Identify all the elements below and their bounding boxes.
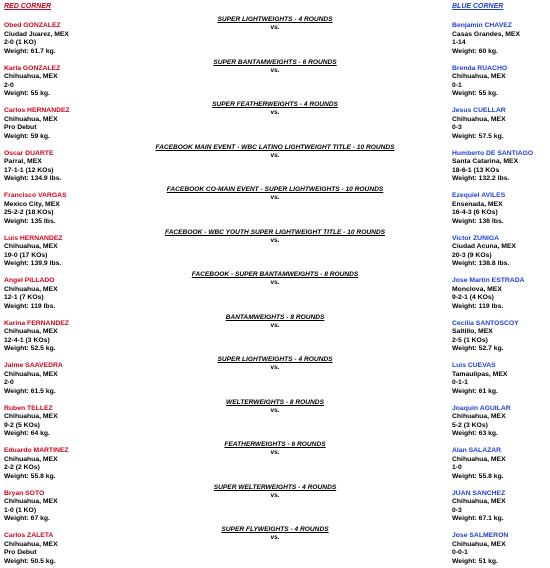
bout-info xyxy=(135,399,415,414)
red-fighter-name: Luis HERNANDEZ xyxy=(4,234,63,242)
red-fighter-detail: Chihuahua, MEX xyxy=(4,243,58,251)
blue-fighter-detail: Weight: 52.7 kg. xyxy=(452,345,504,353)
blue-fighter-name: Benjamin CHAVEZ xyxy=(452,22,512,29)
blue-fighter-detail: 0-1 xyxy=(452,81,462,89)
blue-fighter-name: Luis CUEVAS xyxy=(452,362,496,369)
blue-fighter xyxy=(452,490,548,524)
bout-row xyxy=(0,144,550,186)
bout-info xyxy=(135,59,415,74)
blue-fighter-detail: 5-2 (3 KOs) xyxy=(452,421,488,429)
red-fighter-name: Carlos ZALETA xyxy=(4,532,54,539)
blue-fighter-name: Humberto DE SANTIAGO xyxy=(452,149,534,157)
red-fighter-name: Francisco VARGAS xyxy=(4,192,67,199)
red-fighter-detail: 25-2-2 (18 KOs) xyxy=(4,209,54,217)
blue-fighter xyxy=(452,65,548,99)
red-fighter xyxy=(4,362,154,396)
division-title: BANTAMWEIGHTS - 8 ROUNDS xyxy=(225,313,325,321)
blue-fighter-detail: 0-0-1 xyxy=(452,549,468,557)
blue-fighter xyxy=(452,447,548,481)
bout-info xyxy=(135,484,415,499)
red-fighter-detail: 2-0 xyxy=(4,379,14,387)
red-fighter-detail: Chihuahua, MEX xyxy=(4,455,58,463)
red-fighter-detail: 12-1 (7 KOs) xyxy=(4,294,44,302)
vs-label: vs. xyxy=(270,491,280,499)
blue-fighter-detail: Saltillo, MEX xyxy=(452,328,493,336)
blue-fighter-detail: Tamaulipas, MEX xyxy=(452,370,508,378)
blue-fighter-detail: 16-4-3 (6 KOs) xyxy=(452,209,498,217)
red-fighter xyxy=(4,192,154,226)
red-fighter-detail: Mexico City, MEX xyxy=(4,200,60,208)
red-fighter-name: Ruben TELLEZ xyxy=(4,404,53,412)
bout-info xyxy=(135,441,415,456)
bout-info xyxy=(135,271,415,286)
red-fighter-detail: Chihuahua, MEX xyxy=(4,540,58,548)
blue-fighter xyxy=(452,192,548,226)
division-title: SUPER LIGHTWEIGHTS - 4 ROUNDS xyxy=(217,356,333,363)
blue-fighter-name: Victor ZUNIGA xyxy=(452,234,500,242)
red-fighter-detail: Weight: 139.9 lbs. xyxy=(4,260,62,268)
blue-fighter xyxy=(452,150,548,184)
red-fighter-detail: Chihuahua, MEX xyxy=(4,115,58,123)
blue-fighter-detail: Casas Grandes, MEX xyxy=(452,30,520,38)
blue-fighter xyxy=(452,277,548,311)
blue-fighter xyxy=(452,107,548,141)
blue-fighter-detail: Chihuahua, MEX xyxy=(452,413,506,421)
blue-fighter-detail: 1-0 xyxy=(452,464,462,472)
blue-fighter-name: Brenda RUACHO xyxy=(452,64,508,72)
bout-info xyxy=(135,101,415,116)
bout-info xyxy=(135,186,415,201)
blue-fighter-detail: Weight: 60 kg. xyxy=(452,47,498,55)
blue-fighter-detail: Weight: 138.8 lbs. xyxy=(452,260,510,268)
bout-row xyxy=(0,526,550,568)
blue-fighter xyxy=(452,405,548,439)
bout-row xyxy=(0,59,550,101)
blue-fighter-detail: Santa Catarina, MEX xyxy=(452,158,519,166)
blue-fighter-detail: 9-2-1 (4 KOs) xyxy=(452,294,494,302)
red-fighter-detail: 9-2 (5 KOs) xyxy=(4,421,40,429)
division-title: WELTERWEIGHTS - 8 ROUNDS xyxy=(226,398,324,406)
bout-row xyxy=(0,441,550,483)
blue-fighter-name: Alan SALAZAR xyxy=(452,447,502,454)
red-fighter-detail: Weight: 134.9 lbs. xyxy=(4,175,62,183)
blue-fighter xyxy=(452,235,548,269)
blue-fighter-detail: 2-5 (1 KOs) xyxy=(452,336,488,344)
division-title: SUPER BANTAMWEIGHTS - 6 ROUNDS xyxy=(213,58,337,66)
bout-row xyxy=(0,101,550,143)
bout-info xyxy=(135,526,415,541)
bout-info xyxy=(135,16,415,31)
red-fighter-detail: 19-0 (17 KOs) xyxy=(4,251,48,259)
vs-label: vs. xyxy=(270,109,280,116)
red-fighter-detail: Weight: 61.7 kg. xyxy=(4,47,56,55)
bout-info xyxy=(135,229,415,244)
bout-row xyxy=(0,399,550,441)
blue-fighter-name: JUAN SANCHEZ xyxy=(452,489,506,497)
red-fighter-detail: Chihuahua, MEX xyxy=(4,328,58,336)
blue-fighter-detail: 20-3 (9 KOs) xyxy=(452,251,492,259)
bout-info xyxy=(135,144,415,159)
blue-fighter-detail: 18-6-1 (13 KOs xyxy=(452,166,500,174)
division-title: SUPER FEATHERWEIGHTS - 4 ROUNDS xyxy=(212,101,338,108)
red-fighter-name: Jaime SAAVEDRA xyxy=(4,362,63,369)
blue-fighter-detail: Chihuahua, MEX xyxy=(452,540,506,548)
blue-fighter-detail: Chihuahua, MEX xyxy=(452,73,506,81)
red-fighter-name: Eduardo MARTINEZ xyxy=(4,447,69,454)
red-fighter-detail: 1-0 (1 KO) xyxy=(4,506,37,514)
blue-fighter-name: Ezequiel AVILES xyxy=(452,192,506,199)
red-fighter-detail: Chihuahua, MEX xyxy=(4,285,58,293)
red-fighter xyxy=(4,405,154,439)
blue-fighter-name: Jose Martin ESTRADA xyxy=(452,277,525,284)
red-fighter xyxy=(4,150,154,184)
blue-fighter-name: Jose SALMERON xyxy=(452,532,509,539)
red-fighter-detail: Chihuahua, MEX xyxy=(4,413,58,421)
blue-fighter-detail: Weight: 61 kg. xyxy=(452,387,498,395)
blue-fighter-detail: 0-1-1 xyxy=(452,379,468,387)
vs-label: vs. xyxy=(270,406,280,414)
red-fighter-name: Oscar DUARTE xyxy=(4,149,54,157)
blue-fighter-detail: Weight: 136 lbs. xyxy=(452,217,504,225)
division-title: FEATHERWEIGHTS - 6 ROUNDS xyxy=(224,441,326,448)
division-title: SUPER FLYWEIGHTS - 4 ROUNDS xyxy=(221,526,329,533)
vs-label: vs. xyxy=(270,364,280,371)
division-title: FACEBOOK CO-MAIN EVENT - SUPER LIGHTWEIGHTS - 10 ROUNDS xyxy=(166,186,384,193)
blue-fighter xyxy=(452,320,548,354)
red-fighter-detail: Weight: 64 kg. xyxy=(4,430,50,438)
bout-row xyxy=(0,16,550,58)
bout-row xyxy=(0,356,550,398)
blue-fighter-detail: 1-14 xyxy=(452,39,466,47)
division-title: FACEBOOK MAIN EVENT - WBC LATINO LIGHTWEIGHT TITLE - 10 ROUNDS xyxy=(155,143,395,151)
red-fighter-detail: Weight: 61.5 kg. xyxy=(4,387,56,395)
red-fighter-detail: Weight: 55 kg. xyxy=(4,90,50,98)
vs-label: vs. xyxy=(270,24,280,31)
blue-fighter-name: Joaquin AGUILAR xyxy=(452,404,511,412)
bout-row xyxy=(0,484,550,526)
bout-row xyxy=(0,271,550,313)
blue-corner-heading: BLUE CORNER xyxy=(452,3,504,10)
blue-fighter-detail: Chihuahua, MEX xyxy=(452,455,506,463)
vs-label: vs. xyxy=(270,279,280,286)
red-fighter xyxy=(4,532,154,566)
red-fighter-detail: 2-2 (2 KOs) xyxy=(4,464,40,472)
red-fighter-name: Obed GONZALEZ xyxy=(4,22,61,29)
blue-fighter xyxy=(452,532,548,566)
red-fighter-detail: Weight: 55.8 kg. xyxy=(4,472,56,480)
division-title: SUPER LIGHTWEIGHTS - 4 ROUNDS xyxy=(217,16,333,23)
bout-row xyxy=(0,186,550,228)
red-fighter-name: Bryan SOTO xyxy=(4,489,45,497)
red-fighter-detail: Ciudad Juarez, MEX xyxy=(4,30,69,38)
blue-fighter-detail: Weight: 67.1 kg. xyxy=(452,515,504,523)
vs-label: vs. xyxy=(270,236,280,244)
bout-info xyxy=(135,314,415,329)
red-fighter-detail: Weight: 50.5 kg. xyxy=(4,557,56,565)
red-fighter-detail: Chihuahua, MEX xyxy=(4,73,58,81)
vs-label: vs. xyxy=(270,534,280,541)
red-fighter-name: Carlos HERNANDEZ xyxy=(4,107,70,114)
red-fighter xyxy=(4,447,154,481)
red-fighter-detail: 17-1-1 (12 KOs) xyxy=(4,166,54,174)
red-fighter xyxy=(4,22,154,56)
blue-fighter-detail: Ensenada, MEX xyxy=(452,200,503,208)
red-fighter-name: Angel PILLADO xyxy=(4,277,55,284)
red-fighter-name: Karina FERNANDEZ xyxy=(4,319,69,327)
blue-fighter-detail: 0-3 xyxy=(452,124,462,132)
blue-fighter-name: Cecilia SANTOSCOY xyxy=(452,319,519,327)
blue-fighter-detail: Monclova, MEX xyxy=(452,285,502,293)
blue-fighter-detail: Weight: 57.5 kg. xyxy=(452,132,504,140)
red-fighter xyxy=(4,65,154,99)
bout-info xyxy=(135,356,415,371)
blue-fighter xyxy=(452,22,548,56)
red-fighter-detail: 2-0 (1 KO) xyxy=(4,39,37,47)
red-fighter-detail: Pro Debut xyxy=(4,124,37,132)
red-fighter-detail: Weight: 67 kg. xyxy=(4,515,50,523)
red-fighter xyxy=(4,277,154,311)
red-fighter-name: Karla GONZALEZ xyxy=(4,64,61,72)
red-fighter-detail: Chihuahua, MEX xyxy=(4,370,58,378)
vs-label: vs. xyxy=(270,194,280,201)
blue-fighter-detail: Chihuahua, MEX xyxy=(452,498,506,506)
blue-fighter xyxy=(452,362,548,396)
red-fighter-detail: Weight: 52.5 kg. xyxy=(4,345,56,353)
blue-fighter-detail: Weight: 51 kg. xyxy=(452,557,498,565)
blue-fighter-detail: Weight: 55.8 kg. xyxy=(452,472,504,480)
vs-label: vs. xyxy=(270,66,280,74)
red-fighter-detail: Weight: 119 lbs. xyxy=(4,302,56,310)
blue-fighter-name: Jesus CUELLAR xyxy=(452,107,506,114)
blue-fighter-detail: Ciudad Acuna, MEX xyxy=(452,243,516,251)
red-corner-heading: RED CORNER xyxy=(4,3,52,10)
division-title: FACEBOOK - WBC YOUTH SUPER LIGHTWEIGHT TITLE - 10 ROUNDS xyxy=(164,228,386,236)
red-fighter-detail: 2-0 xyxy=(4,81,14,89)
red-fighter-detail: Parral, MEX xyxy=(4,158,42,166)
bout-row xyxy=(0,314,550,356)
blue-fighter-detail: Weight: 119 lbs. xyxy=(452,302,504,310)
blue-fighter-detail: Weight: 55 kg. xyxy=(452,90,498,98)
division-title: FACEBOOK - SUPER BANTAMWEIGHTS - 8 ROUNDS xyxy=(191,271,359,278)
red-fighter-detail: Weight: 59 kg. xyxy=(4,132,50,140)
red-fighter-detail: Chihuahua, MEX xyxy=(4,498,58,506)
vs-label: vs. xyxy=(270,321,280,329)
red-fighter xyxy=(4,490,154,524)
blue-fighter-detail: Weight: 132.2 lbs. xyxy=(452,175,510,183)
red-fighter xyxy=(4,107,154,141)
vs-label: vs. xyxy=(270,449,280,456)
red-fighter xyxy=(4,320,154,354)
red-fighter-detail: 12-4-1 (3 KOs) xyxy=(4,336,50,344)
blue-fighter-detail: Chihuahua, MEX xyxy=(452,115,506,123)
blue-fighter-detail: Weight: 63 kg. xyxy=(452,430,498,438)
red-fighter xyxy=(4,235,154,269)
bout-row xyxy=(0,229,550,271)
division-title: SUPER WELTERWEIGHTS - 4 ROUNDS xyxy=(213,483,337,491)
vs-label: vs. xyxy=(270,151,280,159)
blue-fighter-detail: 0-3 xyxy=(452,506,462,514)
red-fighter-detail: Pro Debut xyxy=(4,549,37,557)
red-fighter-detail: Weight: 135 lbs. xyxy=(4,217,56,225)
